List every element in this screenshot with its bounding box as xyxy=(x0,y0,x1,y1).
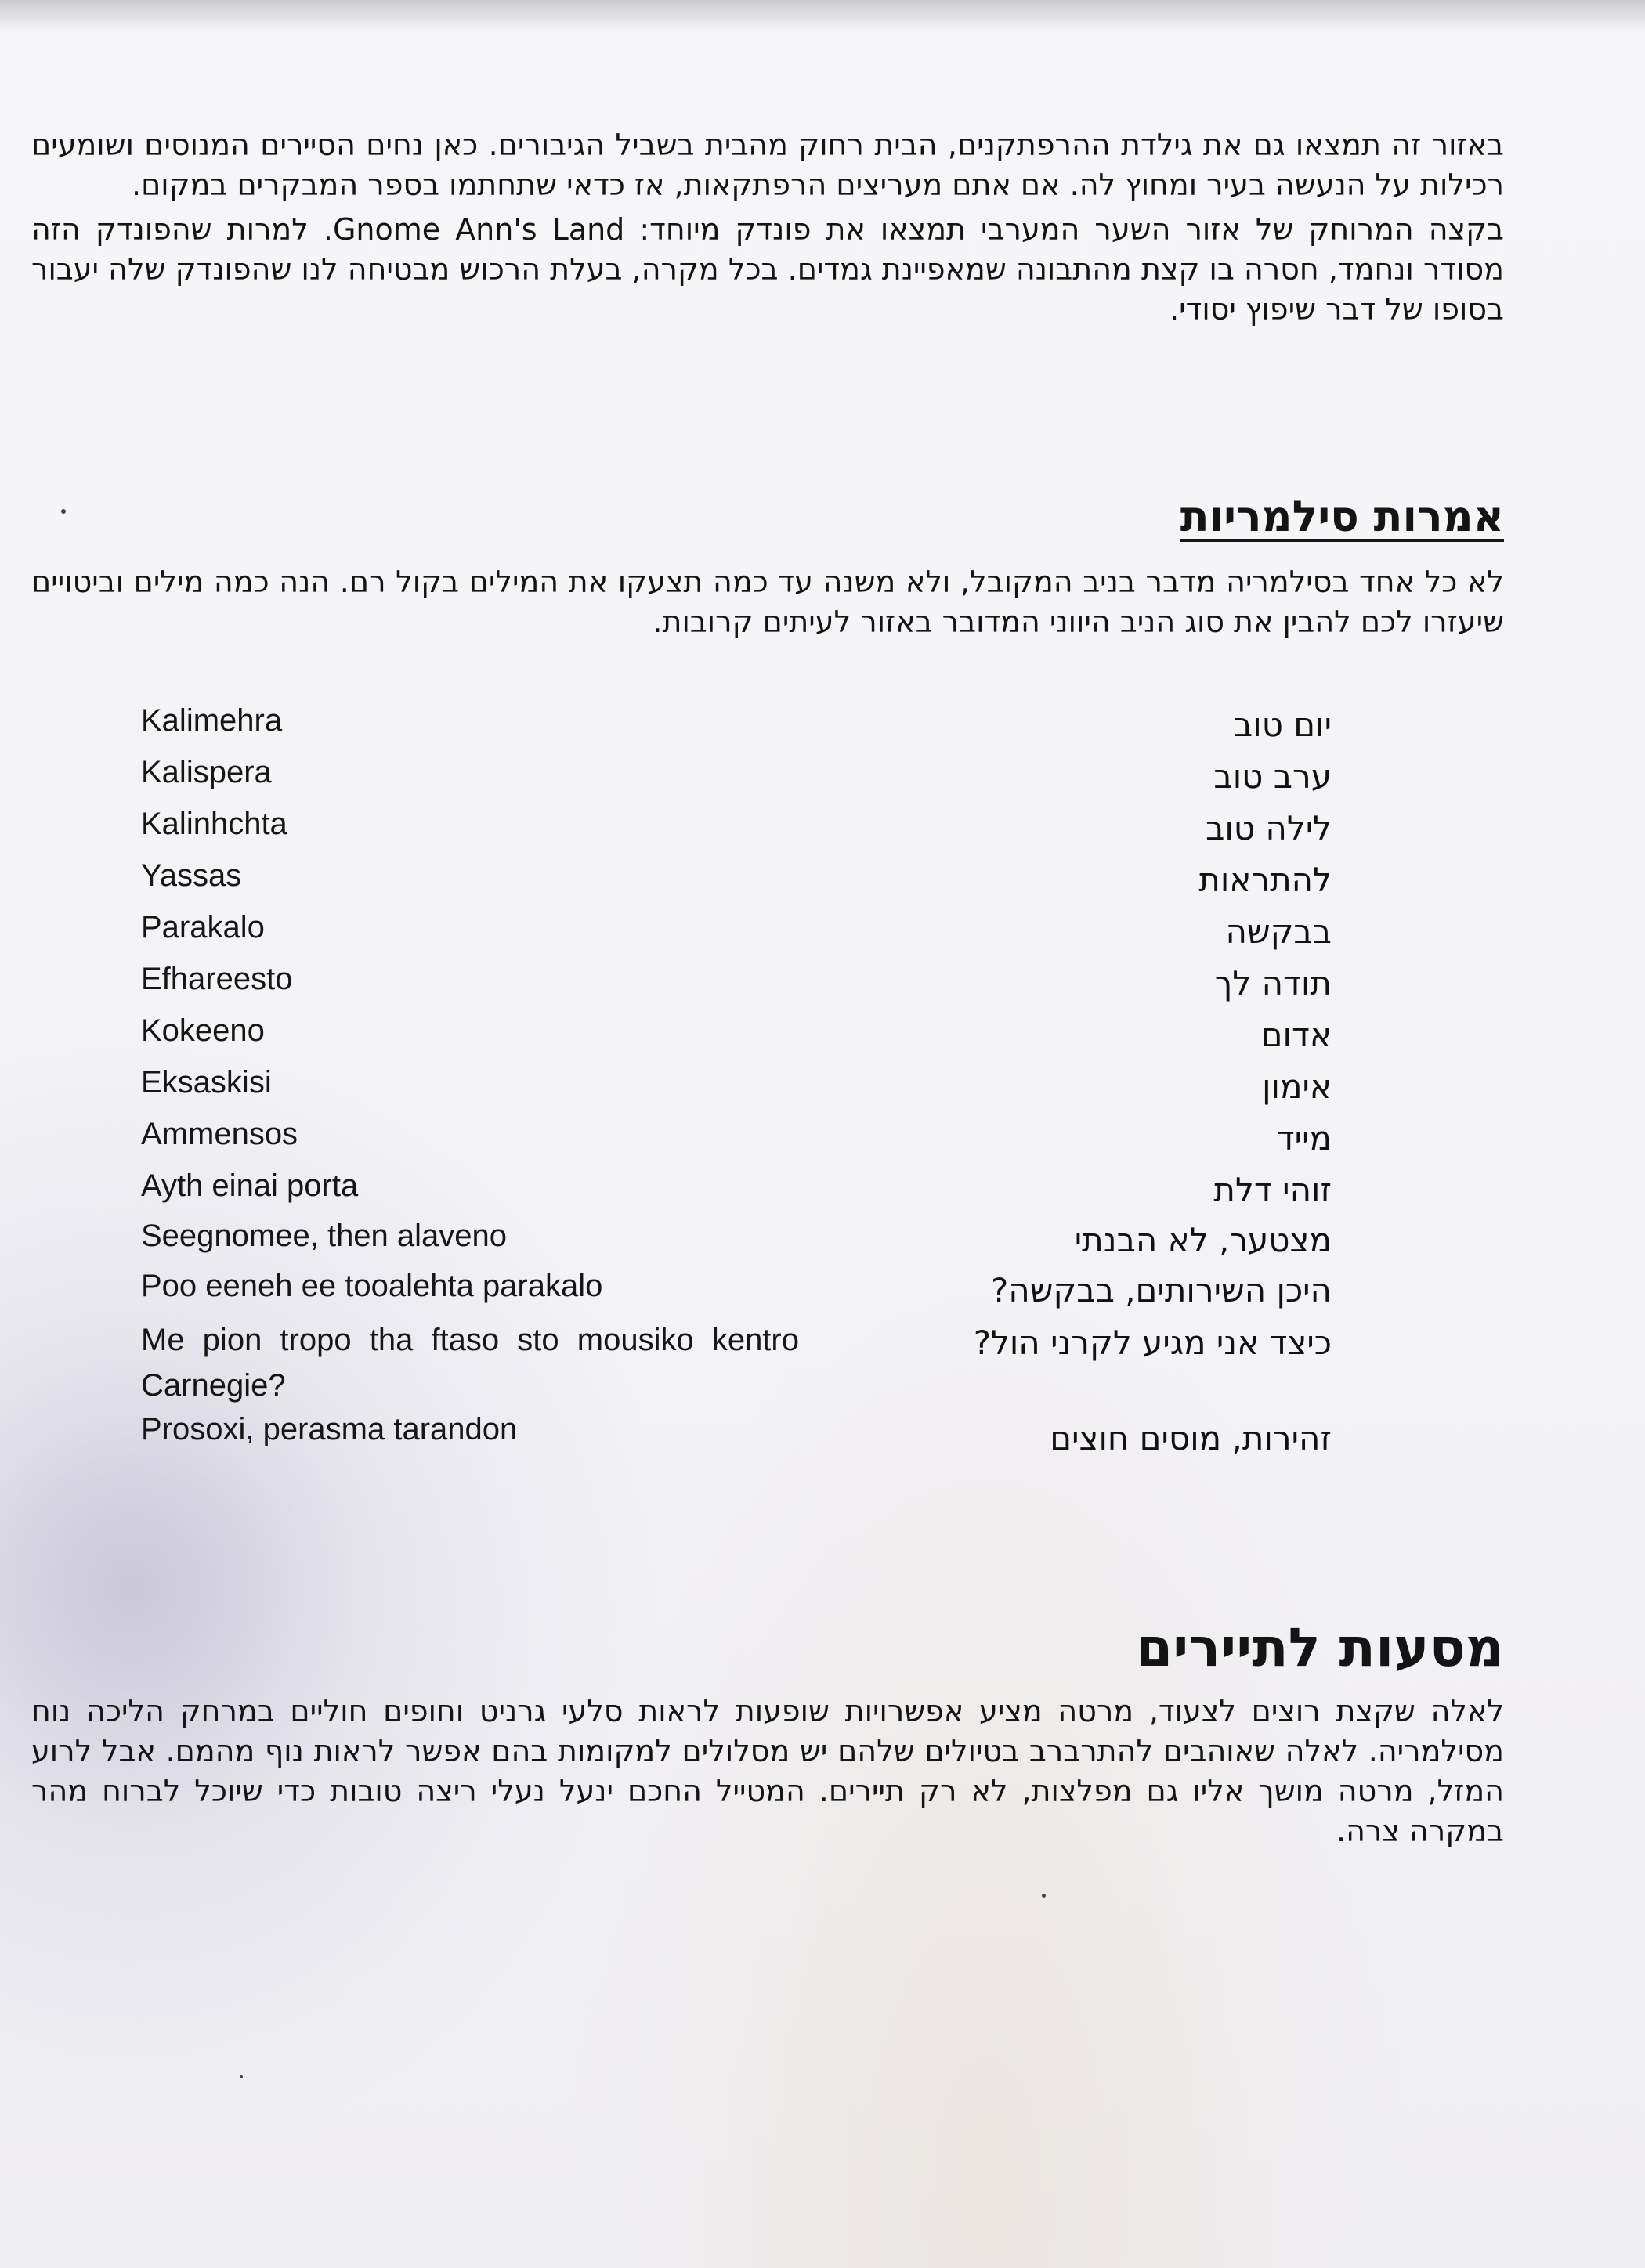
phrase-latin: Parakalo xyxy=(141,910,265,944)
phrase-hebrew: מייד xyxy=(1276,1119,1332,1157)
phrase-row xyxy=(141,804,1332,851)
phrases-heading-wrap xyxy=(862,492,1504,541)
phrase-latin: Ammensos xyxy=(141,1117,298,1151)
phrase-latin: Seegnomee, then alaveno xyxy=(141,1219,508,1253)
phrase-row xyxy=(141,1266,1332,1313)
phrase-row xyxy=(141,1063,1332,1110)
page-speck xyxy=(61,509,66,514)
phrase-row xyxy=(141,1011,1332,1058)
phrase-latin: Eksaskisi xyxy=(141,1065,272,1100)
phrase-row xyxy=(141,1114,1332,1161)
phrase-hebrew: לילה טוב xyxy=(1206,809,1332,847)
phrase-latin: Efhareesto xyxy=(141,962,293,996)
phrase-latin: Kokeeno xyxy=(141,1013,265,1048)
phrase-hebrew: זהירות, מוסים חוצים xyxy=(1050,1419,1332,1457)
phrase-row xyxy=(141,959,1332,1006)
phrase-hebrew: כיצד אני מגיע לקרני הול? xyxy=(973,1324,1332,1362)
tours-section xyxy=(31,1692,1504,1851)
phrase-hebrew: היכן השירותים, בבקשה? xyxy=(991,1271,1332,1309)
phrase-row xyxy=(141,856,1332,903)
phrase-row xyxy=(141,1410,1332,1457)
phrases-intro-wrap xyxy=(31,562,1504,642)
phrase-latin: Kalinhchta xyxy=(141,807,287,841)
phrase-hebrew: להתראות xyxy=(1198,861,1332,899)
phrases-intro: לא כל אחד בסילמריה מדבר בניב המקובל, ולא משנה עד כמה תצעקו את המילים בקול רם. הנה כמה מילים וביטויים שיעזרו לכם להבין את סוג הניב היווני המדובר באזור לעיתים קרובות. xyxy=(31,565,1504,639)
phrase-latin: Poo eeneh ee tooalehta parakalo xyxy=(141,1269,603,1303)
phrase-latin: Kalispera xyxy=(141,755,272,789)
intro-paragraph-2: בקצה המרוחק של אזור השער המערבי תמצאו את פונדק מיוחד: Gnome Ann's Land. למרות שהפונדק הזה מסודר ונחמד, חסרה בו קצת מהתבונה שמאפיינת גמדים. בכל מקרה, בעלת הרכוש מבטיחה לנו שהפונדק שלה יעבור בסופו של דבר שיפוץ יסודי. xyxy=(31,212,1505,327)
phrase-hebrew: אימון xyxy=(1262,1067,1332,1106)
page-top-shadow xyxy=(0,0,1645,31)
phrase-hebrew: מצטער, לא הבנתי xyxy=(1074,1221,1332,1259)
phrase-row xyxy=(141,908,1332,955)
phrase-row xyxy=(141,1216,1332,1263)
page-speck xyxy=(1042,1894,1046,1898)
phrase-row xyxy=(141,753,1332,800)
tours-paragraph: לאלה שקצת רוצים לצעוד, מרטה מציע אפשרויות שופעות לראות סלעי גרניט וחופים חוליים במרחק הליכה נוח מסילמריה. לאלה שאוהבים להתרברב בטיולים שלהם יש מסלולים למקומות בהם אפשר לראות נוף מהמם. אבל לרוע המזל, מרטה מושך אליו גם מפלצות, לא רק תיירים. המטייל החכם ינעל נעלי ריצה טובות כדי שיוכל לברוח מהר במקרה צרה. xyxy=(31,1694,1504,1848)
phrase-row xyxy=(141,701,1332,748)
phrase-row xyxy=(141,1166,1332,1213)
phrases-heading: אמרות סילמריות xyxy=(1180,492,1504,541)
phrase-latin: Prosoxi, perasma tarandon xyxy=(141,1412,518,1446)
phrase-hebrew: אדום xyxy=(1260,1016,1332,1054)
phrase-latin: Yassas xyxy=(141,858,242,893)
phrase-latin: Kalimehra xyxy=(141,703,283,738)
phrase-latin: Ayth einai porta xyxy=(141,1168,359,1203)
tours-heading: מסעות לתיירים xyxy=(1135,1617,1504,1679)
phrase-hebrew: ערב טוב xyxy=(1213,757,1332,796)
phrase-hebrew: זוהי דלת xyxy=(1213,1171,1332,1209)
tours-heading-wrap xyxy=(862,1617,1504,1679)
phrase-hebrew: בבקשה xyxy=(1225,912,1332,951)
phrase-hebrew: יום טוב xyxy=(1233,706,1332,744)
intro-section xyxy=(31,125,1504,330)
phrase-hebrew: תודה לך xyxy=(1214,964,1332,1002)
intro-paragraph-1: באזור זה תמצאו גם את גילדת ההרפתקנים, הבית רחוק מהבית בשביל הגיבורים. כאן נחים הסיירים המנוסים ושומעים רכילות על הנעשה בעיר ומחוץ לה. אם אתם מעריצים הרפתקאות, אז כדאי שתחתמו בספר המבקרים במקום. xyxy=(31,128,1504,202)
phrase-latin: Me pion tropo tha ftaso sto mousiko kentro Carnegie? xyxy=(141,1323,799,1403)
phrase-row xyxy=(141,1317,1332,1403)
page-speck xyxy=(240,2075,243,2078)
